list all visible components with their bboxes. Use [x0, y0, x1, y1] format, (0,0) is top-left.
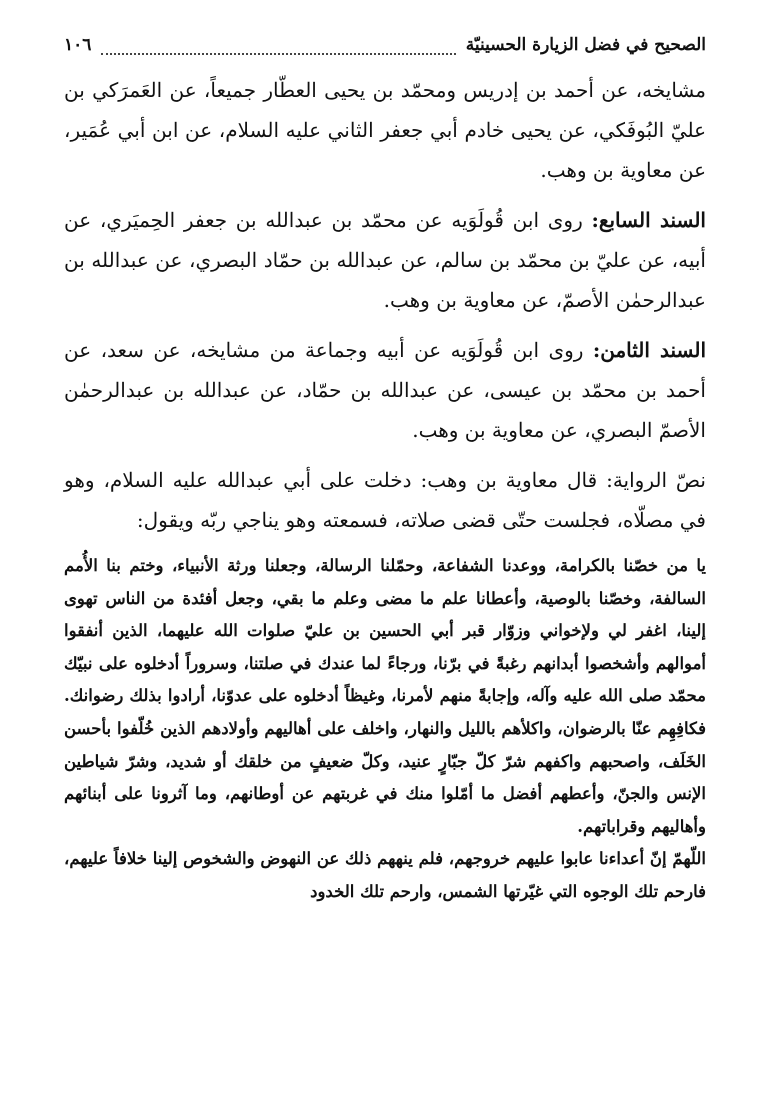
paragraph-narration-intro — [64, 460, 706, 540]
running-header — [64, 30, 706, 60]
paragraph-label: السند السابع: — [591, 208, 706, 232]
paragraph-text: روى ابن قُولَوَيه عن أبيه وجماعة من مشايخه، عن سعد، عن أحمد بن محمّد بن عيسى، عن عبدالله بن حمّاد، عن عبدالله بن عبدالرحمٰن الأصمّ البصري، عن معاوية بن وهب. — [64, 338, 706, 442]
paragraph-eighth-chain — [64, 330, 706, 450]
page-number: ١٠٦ — [64, 35, 92, 55]
running-title: الصحيح في فضل الزيارة الحسينيّة — [465, 35, 706, 55]
paragraph-label: السند الثامن: — [592, 338, 706, 362]
paragraph-text: مشايخه، عن أحمد بن إدريس ومحمّد بن يحيى العطّار جميعاً، عن العَمرَكي بن عليّ البُوفَكي، عن يحيى خادم أبي جعفر الثاني عليه السلام، عن ابن أبي عُمَير، عن معاوية بن وهب. — [64, 78, 706, 182]
paragraph-text: روى ابن قُولَوَيه عن محمّد بن عبدالله بن جعفر الحِميَري، عن أبيه، عن عليّ بن محمّد بن سالم، عن عبدالله بن حمّاد البصري، عن عبدالله بن عبدالرحمٰن الأصمّ، عن معاوية بن وهب. — [64, 208, 706, 312]
paragraph-seventh-chain — [64, 200, 706, 320]
supplication-quote-continued: اللّهمّ إنّ أعداءنا عابوا عليهم خروجهم، فلم ينههم ذلك عن النهوض والشخوص إلينا خلافاً عليهم، فارحم تلك الوجوه التي غيّرتها الشمس، وارحم تلك الخدود — [64, 849, 706, 901]
paragraph-chain-continuation — [64, 70, 706, 190]
paragraph-text: نصّ الرواية: قال معاوية بن وهب: دخلت على أبي عبدالله عليه السلام، وهو في مصلّاه، فجلست حتّى قضى صلاته، فسمعته وهو يناجي ربّه ويقول: — [64, 468, 706, 532]
supplication-quote: يا من خصّنا بالكرامة، ووعدنا الشفاعة، وحمّلنا الرسالة، وجعلنا ورثة الأنبياء، وختم بنا الأُمم السالفة، وخصّنا بالوصية، وأعطانا علم ما مضى وعلم ما بقي، وجعل أفئدة من الناس تهوى إلينا، اغفر لي ولإخواني وزوّار قبر أبي الحسين بن عليّ صلوات الله عليهما، الذين أنفقوا أموالهم وأشخصوا أبدانهم رغبةً في برّنا، ورجاءً لما عندك في صلتنا، وسروراً أدخلوه على نبيّك محمّد صلى الله عليه وآله، وإجابةً منهم لأمرنا، وغيظاً أدخلوه على عدوّنا، أرادوا بذلك رضوانك. فكافِهِم عنّا بالرضوان، واكلأهم بالليل والنهار، واخلف على أهاليهم وأولادهم الذين خُلّفوا بأحسن الخَلَف، واصحبهم واكفهم شرّ كلّ جبّارٍ عنيد، وكلّ ضعيفٍ من خلقك أو شديد، وشرّ شياطين الإنس والجنّ، وأعطهم أفضل ما أمّلوا منك في غربتهم عن أوطانهم، وما آثرونا على أبنائهم وأهاليهم وقراباتهم. — [64, 556, 706, 836]
page-body — [64, 70, 706, 909]
header-dotted-leader — [101, 41, 455, 55]
